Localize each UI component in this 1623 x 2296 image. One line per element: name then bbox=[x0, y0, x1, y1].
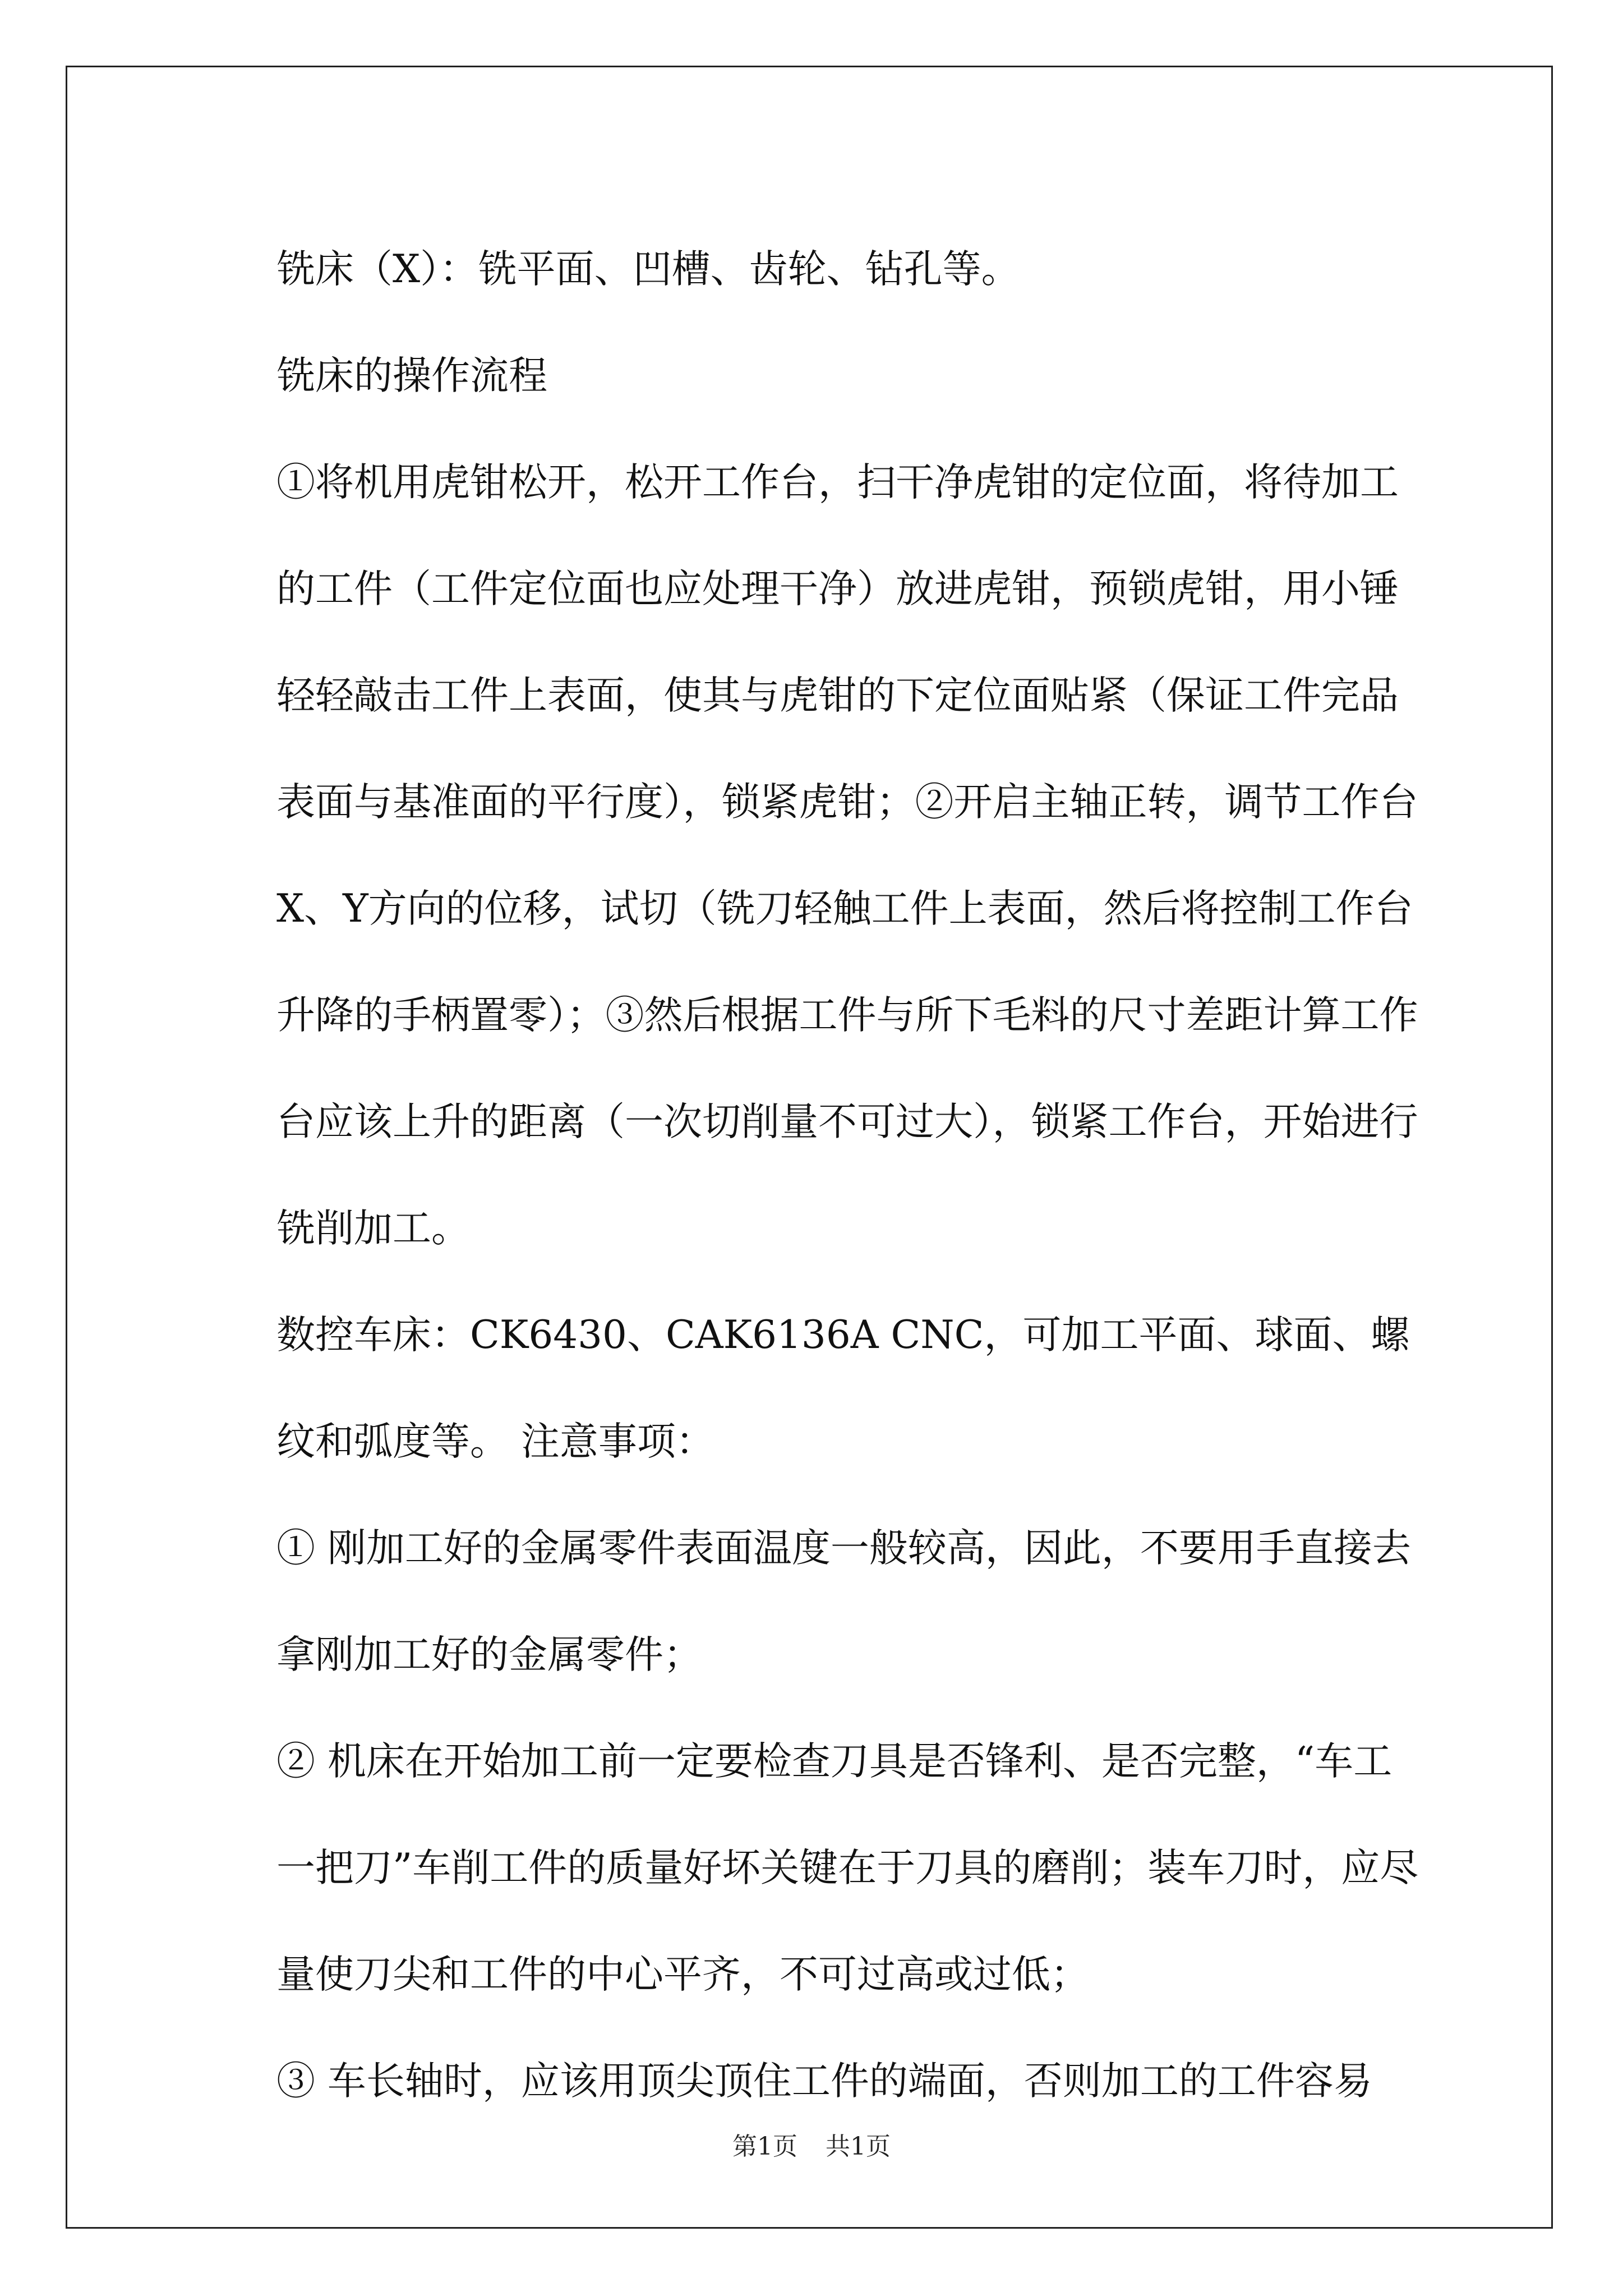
paragraph-milling-machine: 铣床（X）：铣平面、凹槽、齿轮、钻孔等。 bbox=[276, 247, 1020, 292]
paragraph-milling-steps: ①将机用虎钳松开，松开工作台，扫干净虎钳的定位面，将待加工的工件（工件定位面也应处理干净）放进虎钳，预锁虎钳，用小锤轻轻敲击工件上表面，使其与虎钳的下定位面贴紧（保证工件完品表面与基准面的平行度），锁紧虎钳；②开启主轴正转，调节工作台X、Y方向的位移，试切（铣刀轻触工件上表面，然后将控制工作台升降的手柄置零）；③然后根据工件与所下毛料的尺寸差距计算工作台应该上升的距离（一次切削量不可过大），锁紧工作台，开始进行铣削加工。 bbox=[276, 460, 1418, 1251]
document-body bbox=[199, 216, 1427, 2134]
paragraph-note-1: ① 刚加工好的金属零件表面温度一般较高，因此，不要用手直接去拿刚加工好的金属零件； bbox=[276, 1526, 1411, 1677]
paragraph-milling-procedure-heading: 铣床的操作流程 bbox=[276, 353, 547, 398]
page-total: 共1页 bbox=[826, 2132, 891, 2161]
page-footer bbox=[0, 2126, 1623, 2162]
page-number: 第1页 bbox=[732, 2132, 797, 2161]
paragraph-cnc-lathe: 数控车床：CK6430、CAK6136A CNC，可加工平面、球面、螺纹和弧度等。 注意事项： bbox=[276, 1313, 1410, 1464]
paragraph-note-2: ② 机床在开始加工前一定要检查刀具是否锋利、是否完整，“车工一把刀”车削工件的质量好坏关键在于刀具的磨削；装车刀时，应尽量使刀尖和工件的中心平齐，不可过高或过低； bbox=[276, 1739, 1419, 1997]
paragraph-note-3: ③ 车长轴时，应该用顶尖顶住工件的端面，否则加工的工件容易 bbox=[276, 2059, 1372, 2104]
